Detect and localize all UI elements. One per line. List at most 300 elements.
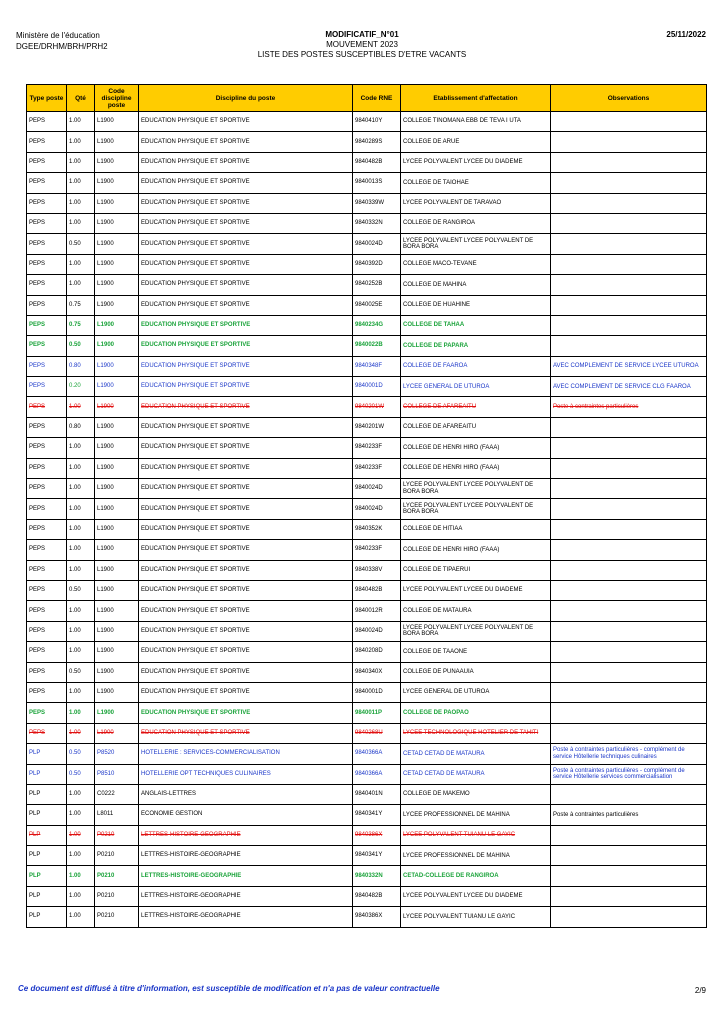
cell-discipline: EDUCATION PHYSIQUE ET SPORTIVE — [139, 499, 353, 519]
cell-type: PLP — [27, 784, 67, 804]
cell-discipline: EDUCATION PHYSIQUE ET SPORTIVE — [139, 479, 353, 499]
cell-qte: 1.00 — [67, 642, 95, 662]
cell-etablissement: CETAD CETAD DE MATAURA — [401, 744, 551, 764]
cell-rne: 9840201W — [353, 397, 401, 417]
cell-code: P0210 — [95, 846, 139, 866]
table-row — [27, 336, 707, 356]
cell-code: L1900 — [95, 499, 139, 519]
cell-etablissement: COLLEGE DE TIPAERUI — [401, 560, 551, 580]
cell-type: PLP — [27, 846, 67, 866]
cell-type: PEPS — [27, 703, 67, 723]
col-type-poste: Type poste — [27, 85, 67, 112]
cell-qte: 1.00 — [67, 907, 95, 927]
cell-rne: 9840386X — [353, 907, 401, 927]
cell-etablissement: COLLEGE DE MAKEMO — [401, 784, 551, 804]
table-row — [27, 805, 707, 825]
table-row — [27, 479, 707, 499]
cell-rne: 9840482B — [353, 152, 401, 172]
cell-code: L1900 — [95, 642, 139, 662]
table-row — [27, 846, 707, 866]
cell-code: L1900 — [95, 173, 139, 193]
cell-rne: 9840366A — [353, 744, 401, 764]
cell-etablissement: LYCEE POLYVALENT LYCEE DU DIADEME — [401, 580, 551, 600]
cell-type: PEPS — [27, 213, 67, 233]
cell-code: L1900 — [95, 377, 139, 397]
col-observations: Observations — [551, 85, 707, 112]
table-row — [27, 682, 707, 702]
cell-code: L1900 — [95, 295, 139, 315]
table-row — [27, 132, 707, 152]
table-row — [27, 540, 707, 560]
cell-discipline: EDUCATION PHYSIQUE ET SPORTIVE — [139, 580, 353, 600]
cell-qte: 0.80 — [67, 356, 95, 376]
cell-rne: 9840340X — [353, 662, 401, 682]
cell-type: PLP — [27, 866, 67, 886]
cell-qte: 1.00 — [67, 193, 95, 213]
cell-code: L1900 — [95, 580, 139, 600]
cell-etablissement: LYCEE POLYVALENT LYCEE DU DIADEME — [401, 152, 551, 172]
cell-type: PEPS — [27, 315, 67, 335]
cell-code: L1900 — [95, 213, 139, 233]
cell-discipline: EDUCATION PHYSIQUE ET SPORTIVE — [139, 397, 353, 417]
cell-discipline: EDUCATION PHYSIQUE ET SPORTIVE — [139, 560, 353, 580]
cell-observations — [551, 234, 707, 254]
cell-observations: Poste à contraintes particulières - complément de service Hôtellerie techniques culinaires — [551, 744, 707, 764]
cell-qte: 1.00 — [67, 703, 95, 723]
table-row — [27, 377, 707, 397]
cell-rne: 9840338V — [353, 560, 401, 580]
cell-qte: 1.00 — [67, 784, 95, 804]
cell-type: PEPS — [27, 377, 67, 397]
cell-code: L1900 — [95, 723, 139, 743]
cell-discipline: EDUCATION PHYSIQUE ET SPORTIVE — [139, 621, 353, 641]
cell-rne: 9840332N — [353, 213, 401, 233]
cell-rne: 9840234G — [353, 315, 401, 335]
cell-code: L1900 — [95, 112, 139, 132]
cell-discipline: EDUCATION PHYSIQUE ET SPORTIVE — [139, 173, 353, 193]
cell-etablissement: LYCEE POLYVALENT LYCEE POLYVALENT DE BORA BORA — [401, 479, 551, 499]
cell-rne: 9840208D — [353, 642, 401, 662]
table-row — [27, 886, 707, 906]
cell-etablissement: LYCEE POLYVALENT TUIANU LE GAYIC — [401, 907, 551, 927]
cell-etablissement: COLLEGE DE ARUE — [401, 132, 551, 152]
list-title: LISTE DES POSTES SUSCEPTIBLES D'ETRE VACANTS — [257, 50, 467, 59]
cell-observations — [551, 682, 707, 702]
col-etablissement: Etablissement d'affectation — [401, 85, 551, 112]
table-row — [27, 254, 707, 274]
table-row — [27, 213, 707, 233]
col-code-rne: Code RNE — [353, 85, 401, 112]
cell-type: PEPS — [27, 540, 67, 560]
cell-rne: 9840233F — [353, 540, 401, 560]
cell-qte: 1.00 — [67, 825, 95, 845]
cell-type: PEPS — [27, 275, 67, 295]
cell-rne: 9840386X — [353, 825, 401, 845]
cell-rne: 9840341Y — [353, 846, 401, 866]
cell-type: PLP — [27, 805, 67, 825]
cell-code: L1900 — [95, 315, 139, 335]
cell-code: L1900 — [95, 682, 139, 702]
cell-qte: 1.00 — [67, 805, 95, 825]
table-row — [27, 560, 707, 580]
cell-qte: 1.00 — [67, 173, 95, 193]
cell-type: PEPS — [27, 193, 67, 213]
cell-etablissement: COLLEGE DE MATAURA — [401, 601, 551, 621]
cell-discipline: EDUCATION PHYSIQUE ET SPORTIVE — [139, 540, 353, 560]
cell-observations — [551, 254, 707, 274]
cell-etablissement: LYCEE POLYVALENT DE TARAVAO — [401, 193, 551, 213]
cell-discipline: EDUCATION PHYSIQUE ET SPORTIVE — [139, 519, 353, 539]
cell-etablissement: LYCEE POLYVALENT LYCEE POLYVALENT DE BORA BORA — [401, 621, 551, 641]
cell-rne: 9840348F — [353, 356, 401, 376]
cell-etablissement: COLLEGE DE PAPARA — [401, 336, 551, 356]
table-row — [27, 744, 707, 764]
cell-discipline: HOTELLERIE : SERVICES-COMMERCIALISATION — [139, 744, 353, 764]
cell-type: PEPS — [27, 438, 67, 458]
cell-code: L1900 — [95, 438, 139, 458]
cell-code: P0210 — [95, 866, 139, 886]
cell-discipline: EDUCATION PHYSIQUE ET SPORTIVE — [139, 275, 353, 295]
cell-etablissement: LYCEE GENERAL DE UTUROA — [401, 682, 551, 702]
cell-qte: 1.00 — [67, 846, 95, 866]
col-qte: Qté — [67, 85, 95, 112]
col-code-discipline: Code discipline poste — [95, 85, 139, 112]
cell-qte: 1.00 — [67, 213, 95, 233]
cell-type: PEPS — [27, 723, 67, 743]
cell-type: PLP — [27, 744, 67, 764]
cell-discipline: EDUCATION PHYSIQUE ET SPORTIVE — [139, 642, 353, 662]
table-row — [27, 784, 707, 804]
cell-code: P0210 — [95, 907, 139, 927]
cell-qte: 1.00 — [67, 275, 95, 295]
table-row — [27, 662, 707, 682]
cell-discipline: LETTRES-HISTOIRE-GEOGRAPHIE — [139, 846, 353, 866]
cell-discipline: LETTRES-HISTOIRE-GEOGRAPHIE — [139, 866, 353, 886]
cell-observations — [551, 173, 707, 193]
cell-rne: 9840410Y — [353, 112, 401, 132]
table-row — [27, 907, 707, 927]
cell-code: L1900 — [95, 458, 139, 478]
cell-observations — [551, 907, 707, 927]
cell-observations — [551, 540, 707, 560]
cell-discipline: EDUCATION PHYSIQUE ET SPORTIVE — [139, 662, 353, 682]
cell-qte: 1.00 — [67, 479, 95, 499]
cell-type: PLP — [27, 825, 67, 845]
cell-type: PEPS — [27, 356, 67, 376]
cell-observations — [551, 438, 707, 458]
cell-discipline: EDUCATION PHYSIQUE ET SPORTIVE — [139, 682, 353, 702]
cell-code: L1900 — [95, 417, 139, 437]
cell-rne: 9840024D — [353, 499, 401, 519]
cell-code: L1900 — [95, 397, 139, 417]
cell-type: PEPS — [27, 499, 67, 519]
cell-code: P0210 — [95, 886, 139, 906]
cell-discipline: EDUCATION PHYSIQUE ET SPORTIVE — [139, 356, 353, 376]
cell-etablissement: COLLEGE DE HENRI HIRO (FAAA) — [401, 540, 551, 560]
table-row — [27, 356, 707, 376]
cell-rne: 9840401N — [353, 784, 401, 804]
table-row — [27, 866, 707, 886]
cell-code: L1900 — [95, 560, 139, 580]
table-row — [27, 193, 707, 213]
cell-observations — [551, 601, 707, 621]
cell-type: PEPS — [27, 458, 67, 478]
cell-rne: 9840366A — [353, 764, 401, 784]
cell-etablissement: CETAD CETAD DE MATAURA — [401, 764, 551, 784]
cell-qte: 1.00 — [67, 886, 95, 906]
cell-qte: 1.00 — [67, 519, 95, 539]
cell-etablissement: COLLEGE DE TAAONE — [401, 642, 551, 662]
cell-discipline: EDUCATION PHYSIQUE ET SPORTIVE — [139, 213, 353, 233]
document-subtitle: MOUVEMENT 2023 — [326, 40, 398, 49]
cell-rne: 9840233F — [353, 438, 401, 458]
cell-discipline: EDUCATION PHYSIQUE ET SPORTIVE — [139, 703, 353, 723]
cell-type: PEPS — [27, 682, 67, 702]
cell-etablissement: COLLEGE DE TAIOHAE — [401, 173, 551, 193]
postes-table — [26, 84, 707, 928]
cell-type: PEPS — [27, 112, 67, 132]
cell-observations: Poste à contraintes particulières — [551, 397, 707, 417]
cell-type: PEPS — [27, 417, 67, 437]
cell-discipline: LETTRES-HISTOIRE-GEOGRAPHIE — [139, 907, 353, 927]
cell-qte: 1.00 — [67, 152, 95, 172]
table-row — [27, 397, 707, 417]
cell-rne: 9840001D — [353, 682, 401, 702]
cell-qte: 0.50 — [67, 764, 95, 784]
page-number: 2/9 — [694, 986, 706, 995]
cell-etablissement: LYCEE PROFESSIONNEL DE MAHINA — [401, 805, 551, 825]
cell-code: L1900 — [95, 336, 139, 356]
cell-qte: 1.00 — [67, 723, 95, 743]
cell-code: L1900 — [95, 540, 139, 560]
cell-etablissement: COLLEGE DE HITIAA — [401, 519, 551, 539]
cell-code: L1900 — [95, 703, 139, 723]
table-row — [27, 621, 707, 641]
header-center — [190, 30, 534, 60]
table-row — [27, 152, 707, 172]
cell-type: PLP — [27, 764, 67, 784]
cell-observations — [551, 621, 707, 641]
cell-observations — [551, 560, 707, 580]
cell-etablissement: LYCEE GENERAL DE UTUROA — [401, 377, 551, 397]
cell-code: P0210 — [95, 825, 139, 845]
cell-qte: 0.75 — [67, 315, 95, 335]
cell-rne: 9840482B — [353, 580, 401, 600]
cell-observations — [551, 152, 707, 172]
cell-qte: 0.80 — [67, 417, 95, 437]
cell-qte: 1.00 — [67, 682, 95, 702]
cell-etablissement: COLLEGE DE PUNAAUIA — [401, 662, 551, 682]
cell-discipline: EDUCATION PHYSIQUE ET SPORTIVE — [139, 377, 353, 397]
cell-etablissement: COLLEGE DE MAHINA — [401, 275, 551, 295]
document-date: 25/11/2022 — [666, 30, 706, 39]
cell-observations — [551, 784, 707, 804]
cell-code: L1900 — [95, 132, 139, 152]
table-row — [27, 764, 707, 784]
cell-type: PEPS — [27, 397, 67, 417]
cell-type: PEPS — [27, 519, 67, 539]
cell-rne: 9840332N — [353, 866, 401, 886]
cell-discipline: EDUCATION PHYSIQUE ET SPORTIVE — [139, 438, 353, 458]
cell-code: L1900 — [95, 234, 139, 254]
document-title: MODIFICATIF_N°01 — [325, 30, 399, 39]
table-header — [27, 85, 707, 112]
cell-etablissement: LYCEE PROFESSIONNEL DE MAHINA — [401, 846, 551, 866]
cell-discipline: EDUCATION PHYSIQUE ET SPORTIVE — [139, 254, 353, 274]
cell-etablissement: COLLEGE TINOMANA EBB DE TEVA I UTA — [401, 112, 551, 132]
cell-rne: 9840022B — [353, 336, 401, 356]
cell-qte: 0.20 — [67, 377, 95, 397]
cell-discipline: HOTELLERIE OPT TECHNIQUES CULINAIRES — [139, 764, 353, 784]
cell-observations — [551, 866, 707, 886]
table-row — [27, 499, 707, 519]
cell-etablissement: LYCEE POLYVALENT LYCEE POLYVALENT DE BORA BORA — [401, 499, 551, 519]
cell-type: PEPS — [27, 642, 67, 662]
cell-qte: 1.00 — [67, 540, 95, 560]
cell-rne: 9840352K — [353, 519, 401, 539]
cell-rne: 9840024D — [353, 621, 401, 641]
cell-observations — [551, 295, 707, 315]
cell-discipline: LETTRES-HISTOIRE-GEOGRAPHIE — [139, 825, 353, 845]
cell-etablissement: COLLEGE DE TAHAA — [401, 315, 551, 335]
cell-rne: 9840001D — [353, 377, 401, 397]
cell-discipline: EDUCATION PHYSIQUE ET SPORTIVE — [139, 336, 353, 356]
cell-type: PEPS — [27, 234, 67, 254]
table-row — [27, 417, 707, 437]
cell-etablissement: COLLEGE MACO-TEVANE — [401, 254, 551, 274]
cell-observations — [551, 132, 707, 152]
cell-etablissement: COLLEGE DE HENRI HIRO (FAAA) — [401, 458, 551, 478]
cell-etablissement: COLLEGE DE FAAROA — [401, 356, 551, 376]
cell-observations — [551, 479, 707, 499]
cell-type: PEPS — [27, 662, 67, 682]
cell-code: L1900 — [95, 254, 139, 274]
cell-observations: AVEC COMPLEMENT DE SERVICE LYCEE UTUROA — [551, 356, 707, 376]
cell-observations — [551, 703, 707, 723]
cell-qte: 1.00 — [67, 621, 95, 641]
cell-etablissement: LYCEE POLYVALENT LYCEE POLYVALENT DE BORA BORA — [401, 234, 551, 254]
cell-type: PLP — [27, 886, 67, 906]
table-body — [27, 112, 707, 928]
cell-rne: 9840233F — [353, 458, 401, 478]
cell-observations — [551, 825, 707, 845]
cell-code: L1900 — [95, 356, 139, 376]
cell-discipline: EDUCATION PHYSIQUE ET SPORTIVE — [139, 112, 353, 132]
cell-observations — [551, 336, 707, 356]
cell-qte: 1.00 — [67, 438, 95, 458]
cell-code: P8520 — [95, 744, 139, 764]
cell-rne: 9840482B — [353, 886, 401, 906]
cell-qte: 1.00 — [67, 458, 95, 478]
cell-code: L1900 — [95, 275, 139, 295]
cell-type: PEPS — [27, 621, 67, 641]
cell-etablissement: COLLEGE DE PAOPAO — [401, 703, 551, 723]
cell-etablissement: LYCEE TECHNOLOGIQUE HOTELIER DE TAHITI — [401, 723, 551, 743]
cell-code: L1900 — [95, 519, 139, 539]
footer-disclaimer: Ce document est diffusé à titre d'information, est susceptible de modification et n'a pas de valeur contractuelle — [18, 984, 440, 993]
cell-observations — [551, 580, 707, 600]
table-row — [27, 112, 707, 132]
cell-type: PEPS — [27, 336, 67, 356]
table-row — [27, 234, 707, 254]
cell-discipline: EDUCATION PHYSIQUE ET SPORTIVE — [139, 458, 353, 478]
cell-discipline: LETTRES-HISTOIRE-GEOGRAPHIE — [139, 886, 353, 906]
cell-etablissement: COLLEGE DE HUAHINE — [401, 295, 551, 315]
cell-observations — [551, 112, 707, 132]
cell-code: P8510 — [95, 764, 139, 784]
cell-etablissement: COLLEGE DE AFAREAITU — [401, 417, 551, 437]
table-row — [27, 703, 707, 723]
cell-discipline: EDUCATION PHYSIQUE ET SPORTIVE — [139, 417, 353, 437]
cell-type: PEPS — [27, 601, 67, 621]
cell-observations — [551, 275, 707, 295]
table-row — [27, 275, 707, 295]
cell-discipline: EDUCATION PHYSIQUE ET SPORTIVE — [139, 152, 353, 172]
department-code: DGEE/DRHM/BRH/PRH2 — [16, 42, 108, 51]
table-row — [27, 458, 707, 478]
cell-observations — [551, 193, 707, 213]
cell-rne: 9840339W — [353, 193, 401, 213]
cell-observations — [551, 458, 707, 478]
cell-rne: 9840013S — [353, 173, 401, 193]
cell-rne: 9840341Y — [353, 805, 401, 825]
cell-rne: 9840201W — [353, 417, 401, 437]
cell-discipline: EDUCATION PHYSIQUE ET SPORTIVE — [139, 132, 353, 152]
col-discipline: Discipline du poste — [139, 85, 353, 112]
cell-observations — [551, 846, 707, 866]
cell-rne: 9840011P — [353, 703, 401, 723]
table-row — [27, 723, 707, 743]
cell-discipline: EDUCATION PHYSIQUE ET SPORTIVE — [139, 723, 353, 743]
cell-discipline: ECONOMIE GESTION — [139, 805, 353, 825]
cell-qte: 0.50 — [67, 580, 95, 600]
cell-type: PLP — [27, 907, 67, 927]
cell-etablissement: COLLEGE DE RANGIROA — [401, 213, 551, 233]
cell-rne: 9840268U — [353, 723, 401, 743]
cell-qte: 1.00 — [67, 499, 95, 519]
cell-type: PEPS — [27, 580, 67, 600]
cell-etablissement: LYCEE POLYVALENT LYCEE DU DIADEME — [401, 886, 551, 906]
cell-observations — [551, 642, 707, 662]
table-row — [27, 642, 707, 662]
cell-type: PEPS — [27, 254, 67, 274]
cell-type: PEPS — [27, 152, 67, 172]
cell-etablissement: CETAD-COLLEGE DE RANGIROA — [401, 866, 551, 886]
cell-rne: 9840392D — [353, 254, 401, 274]
cell-code: L1900 — [95, 601, 139, 621]
cell-rne: 9840024D — [353, 234, 401, 254]
cell-code: C0222 — [95, 784, 139, 804]
table-row — [27, 295, 707, 315]
cell-qte: 0.50 — [67, 336, 95, 356]
cell-observations: AVEC COMPLEMENT DE SERVICE CLG FAAROA — [551, 377, 707, 397]
cell-rne: 9840025E — [353, 295, 401, 315]
cell-discipline: EDUCATION PHYSIQUE ET SPORTIVE — [139, 315, 353, 335]
cell-discipline: EDUCATION PHYSIQUE ET SPORTIVE — [139, 193, 353, 213]
cell-qte: 1.00 — [67, 132, 95, 152]
table-row — [27, 580, 707, 600]
cell-observations — [551, 662, 707, 682]
cell-type: PEPS — [27, 560, 67, 580]
table-row — [27, 601, 707, 621]
cell-qte: 1.00 — [67, 560, 95, 580]
table-row — [27, 315, 707, 335]
cell-type: PEPS — [27, 479, 67, 499]
cell-discipline: EDUCATION PHYSIQUE ET SPORTIVE — [139, 601, 353, 621]
cell-discipline: ANGLAIS-LETTRES — [139, 784, 353, 804]
cell-code: L1900 — [95, 152, 139, 172]
cell-observations — [551, 213, 707, 233]
